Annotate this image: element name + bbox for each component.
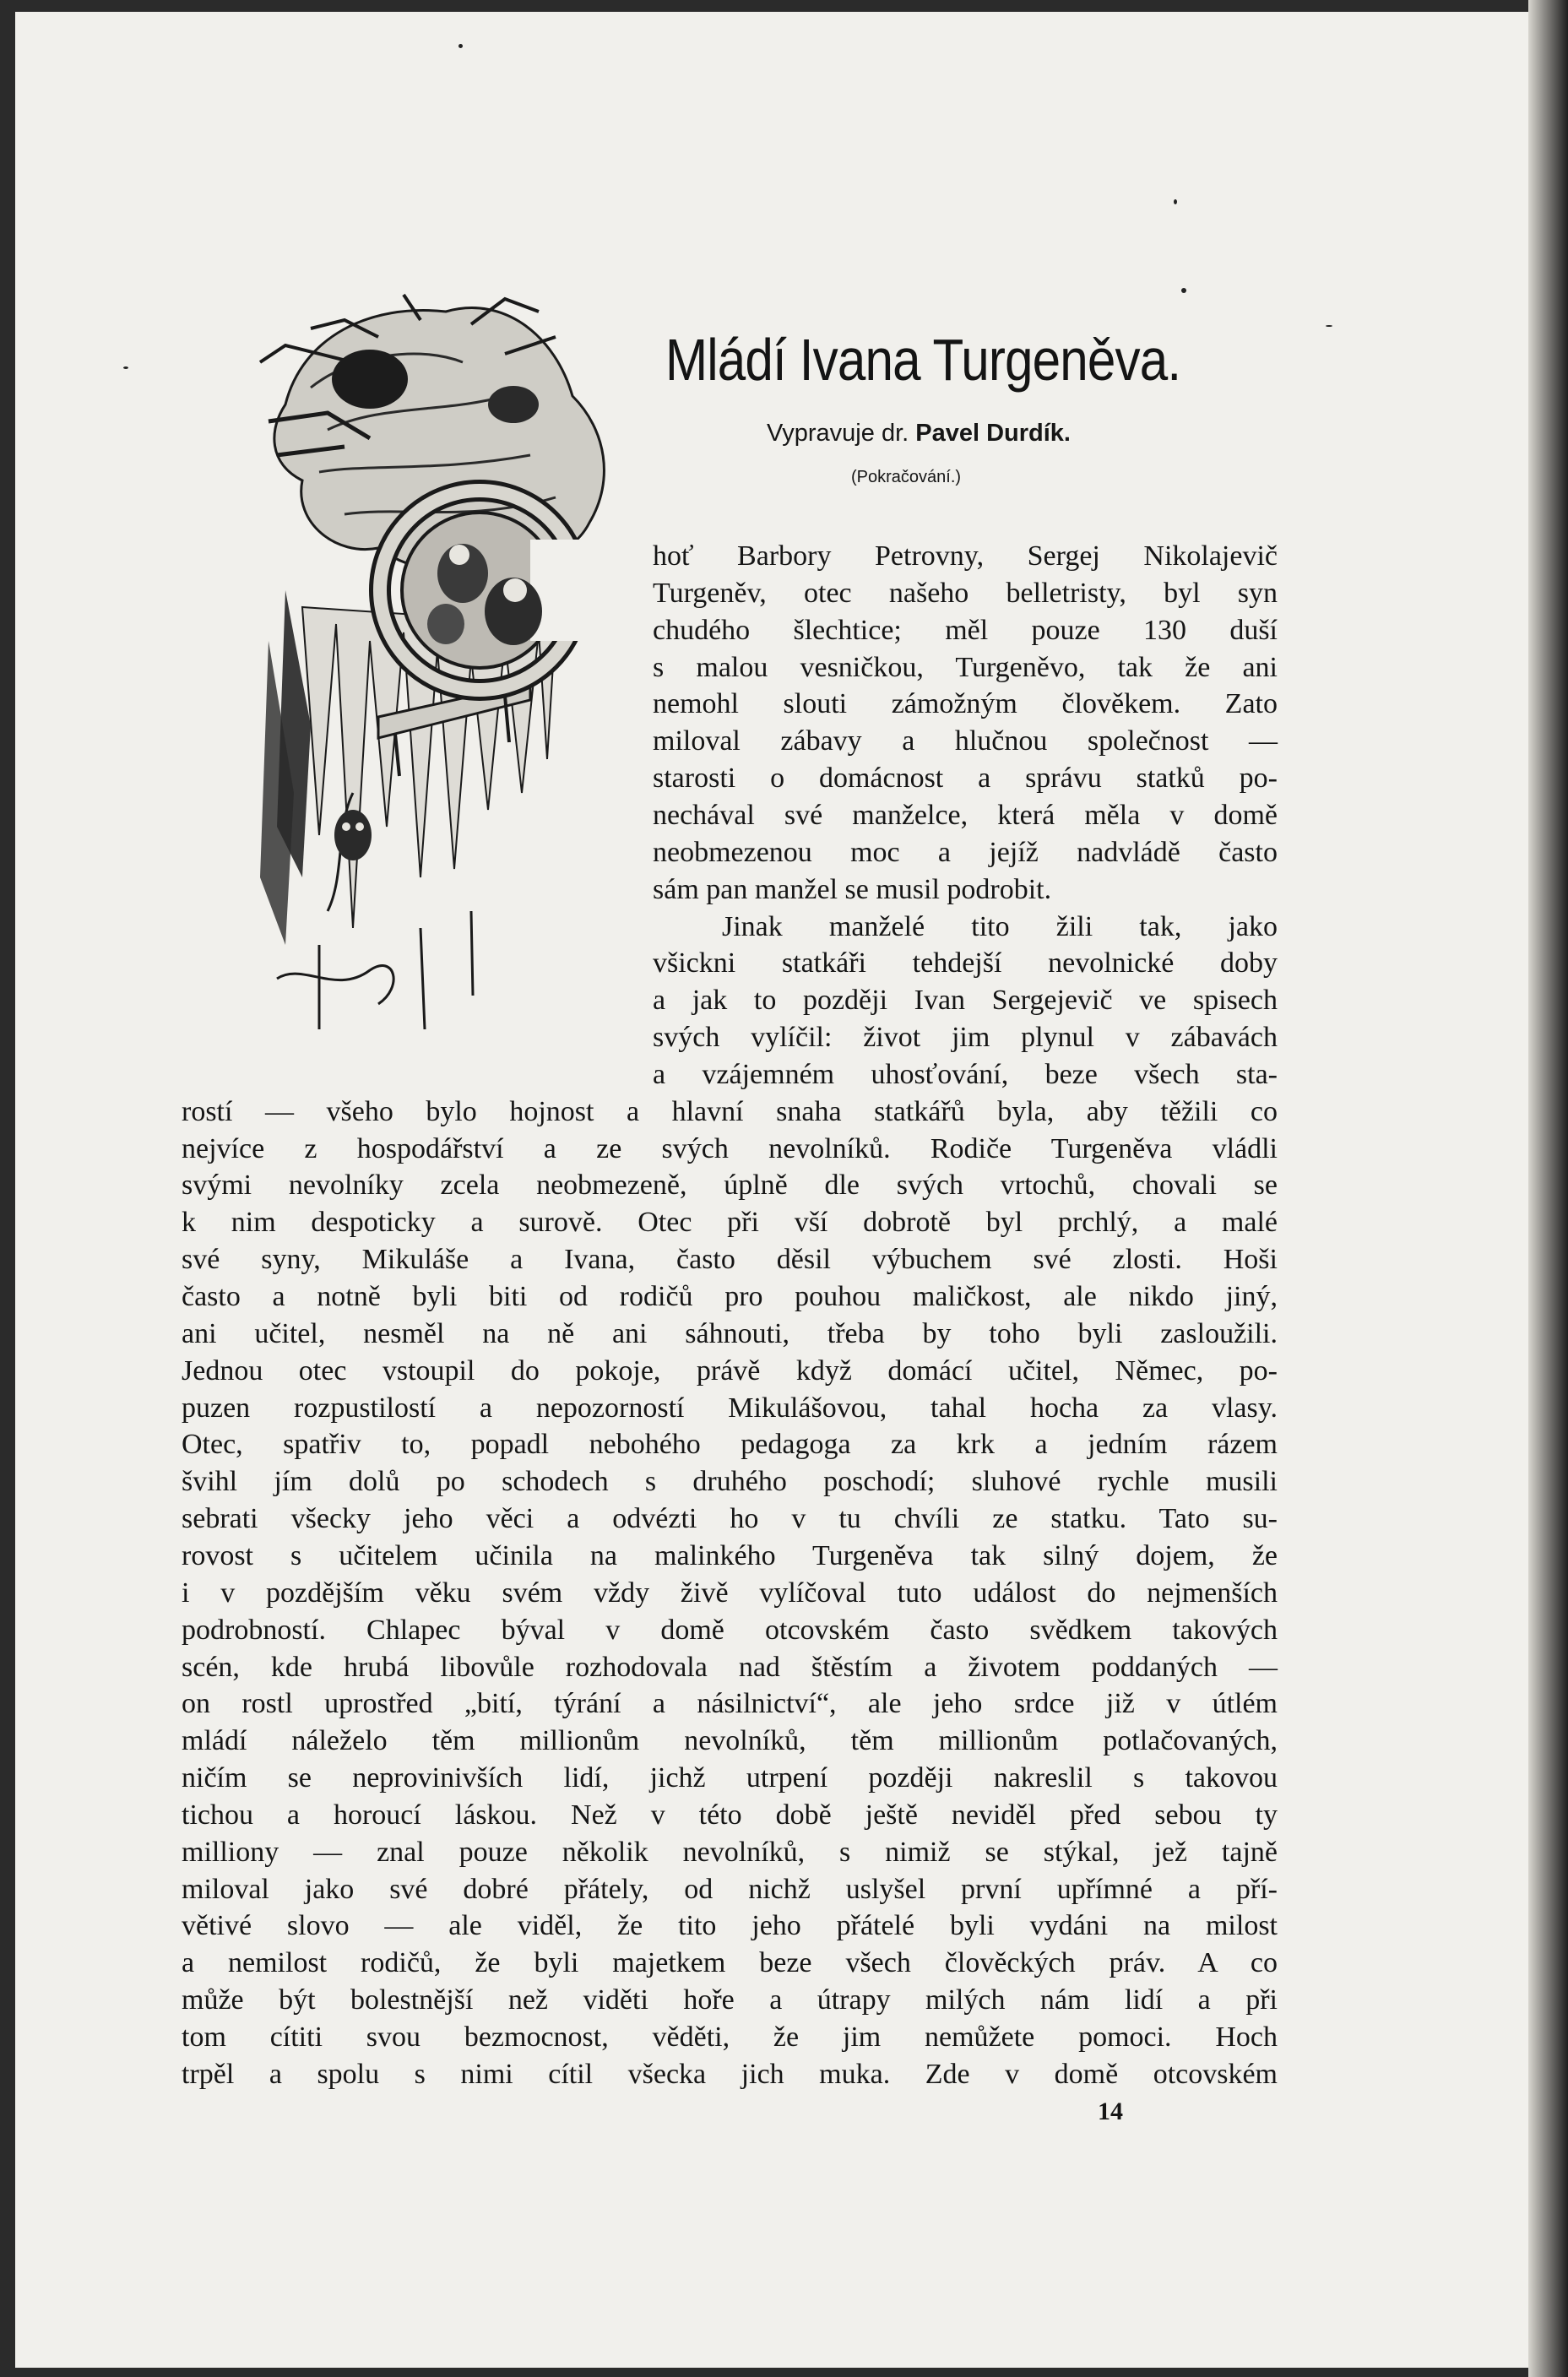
byline-author: Pavel Durdík.	[915, 420, 1071, 447]
body-text-line: milliony — znal pouze několik nevolníků, s nimiž se stýkal, jež tajně	[182, 1837, 1278, 1868]
continuation-note: (Pokračování.)	[851, 468, 962, 486]
scan-speck	[1181, 288, 1186, 293]
body-text-line: miloval zábavy a hlučnou společnost —	[653, 725, 1278, 757]
body-text-line: on rostl uprostřed „bití, týrání a násilnictví“, ale jeho srdce již v útlém	[182, 1688, 1278, 1719]
body-text-line: nemohl slouti zámožným člověkem. Zato	[653, 688, 1278, 719]
body-text-line: sebrati všecky jeho věci a odvézti ho v tu chvíli ze statku. Tato su-	[182, 1503, 1278, 1534]
body-text-line: švihl jím dolů po schodech s druhého poschodí; sluhové rychle musili	[182, 1466, 1278, 1497]
body-text-line: často a notně byli biti od rodičů pro pouhou maličkost, ale nikdo jiný,	[182, 1281, 1278, 1312]
scan-speck	[1326, 325, 1332, 327]
body-text-line: a vzájemném uhosťování, beze všech sta-	[653, 1059, 1278, 1090]
body-text-line: svými nevolníky zcela neobmezeně, úplně dle svých vrtochů, chovali se	[182, 1170, 1278, 1201]
body-text-line: trpěl a spolu s nimi cítil všecka jich muka. Zde v domě otcovském	[182, 2059, 1278, 2090]
body-text-line: větivé slovo — ale viděl, že tito jeho přátelé byli vydáni na milost	[182, 1910, 1278, 1941]
body-text-line: nechával své manželce, která měla v domě	[653, 800, 1278, 831]
body-text-line: svých vylíčil: život jim plynul v zábavách	[653, 1022, 1278, 1053]
scan-speck	[458, 44, 463, 48]
byline-prefix: Vypravuje dr.	[767, 420, 909, 447]
body-text-line: k nim despoticky a surově. Otec při vší dobrotě byl prchlý, a malé	[182, 1207, 1278, 1238]
body-text-line: Otec, spatřiv to, popadl nebohého pedagoga za krk a jedním rázem	[182, 1429, 1278, 1460]
body-text-line: neobmezenou moc a jejíž nadvládě často	[653, 837, 1278, 868]
body-text-line: scén, kde hrubá libovůle rozhodovala nad štěstím a životem poddaných —	[182, 1652, 1278, 1683]
body-text-line: Jinak manželé tito žili tak, jako	[722, 911, 1278, 942]
body-text-line: ani učitel, nesměl na ně ani sáhnouti, třeba by toho byli zasloužili.	[182, 1318, 1278, 1349]
decorative-drop-cap-c-illustration-icon	[252, 286, 623, 1063]
body-text-line: i v pozdějším věku svém vždy živě vylíčoval tuto událost do nejmenších	[182, 1577, 1278, 1609]
body-text-line: hoť Barbory Petrovny, Sergej Nikolajevič	[653, 540, 1278, 572]
body-text-line: sám pan manžel se musil podrobit.	[653, 874, 1052, 905]
body-text-line: všickni statkáři tehdejší nevolnické doby	[653, 947, 1278, 979]
body-text-line: chudého šlechtice; měl pouze 130 duší	[653, 615, 1278, 646]
body-text-line: tichou a horoucí láskou. Než v této době ještě neviděl před sebou ty	[182, 1799, 1278, 1831]
body-text-line: mládí náleželo těm millionům nevolníků, těm millionům potlačovaných,	[182, 1725, 1278, 1756]
body-text-line: Turgeněv, otec našeho belletristy, byl syn	[653, 578, 1278, 609]
body-text-line: s malou vesničkou, Turgeněvo, tak že ani	[653, 652, 1278, 683]
body-text-line: ničím se neprovinivších lidí, jichž utrpení později nakreslil s takovou	[182, 1762, 1278, 1794]
body-text-line: podrobností. Chlapec býval v domě otcovském často svědkem takových	[182, 1615, 1278, 1646]
book-page	[15, 12, 1528, 2368]
article-byline	[767, 420, 1071, 448]
body-text-line: tom cítiti svou bezmocnost, věděti, že jim nemůžete pomoci. Hoch	[182, 2022, 1278, 2053]
book-spine-shadow	[1528, 0, 1568, 2377]
body-text-line: a jak to později Ivan Sergejevič ve spisech	[653, 985, 1278, 1016]
body-text-line: starosti o domácnost a správu statků po-	[653, 762, 1278, 794]
body-text-line: a nemilost rodičů, že byli majetkem beze všech člověckých práv. A co	[182, 1947, 1278, 1978]
scan-speck	[1174, 199, 1177, 204]
article-title: Mládí Ivana Turgeněva.	[665, 327, 1181, 393]
body-text-line: rostí — všeho bylo hojnost a hlavní snaha statkářů byla, aby těžili co	[182, 1096, 1278, 1127]
page-number: 14	[1098, 2098, 1123, 2125]
body-text-line: Jednou otec vstoupil do pokoje, právě když domácí učitel, Němec, po-	[182, 1355, 1278, 1387]
body-text-line: miloval jako své dobré přátely, od nichž uslyšel první upřímné a pří-	[182, 1874, 1278, 1905]
body-text-line: puzen rozpustilostí a nepozorností Mikulášovou, tahal hocha za vlasy.	[182, 1392, 1278, 1424]
body-text-line: své syny, Mikuláše a Ivana, často děsil výbuchem své zlosti. Hoši	[182, 1244, 1278, 1275]
body-text-line: nejvíce z hospodářství a ze svých nevolníků. Rodiče Turgeněva vládli	[182, 1133, 1278, 1164]
body-text-line: rovost s učitelem učinila na malinkého Turgeněva tak silný dojem, že	[182, 1540, 1278, 1571]
scan-speck	[123, 366, 128, 369]
body-text-line: může být bolestnější než viděti hoře a útrapy milých nám lidí a při	[182, 1984, 1278, 2016]
